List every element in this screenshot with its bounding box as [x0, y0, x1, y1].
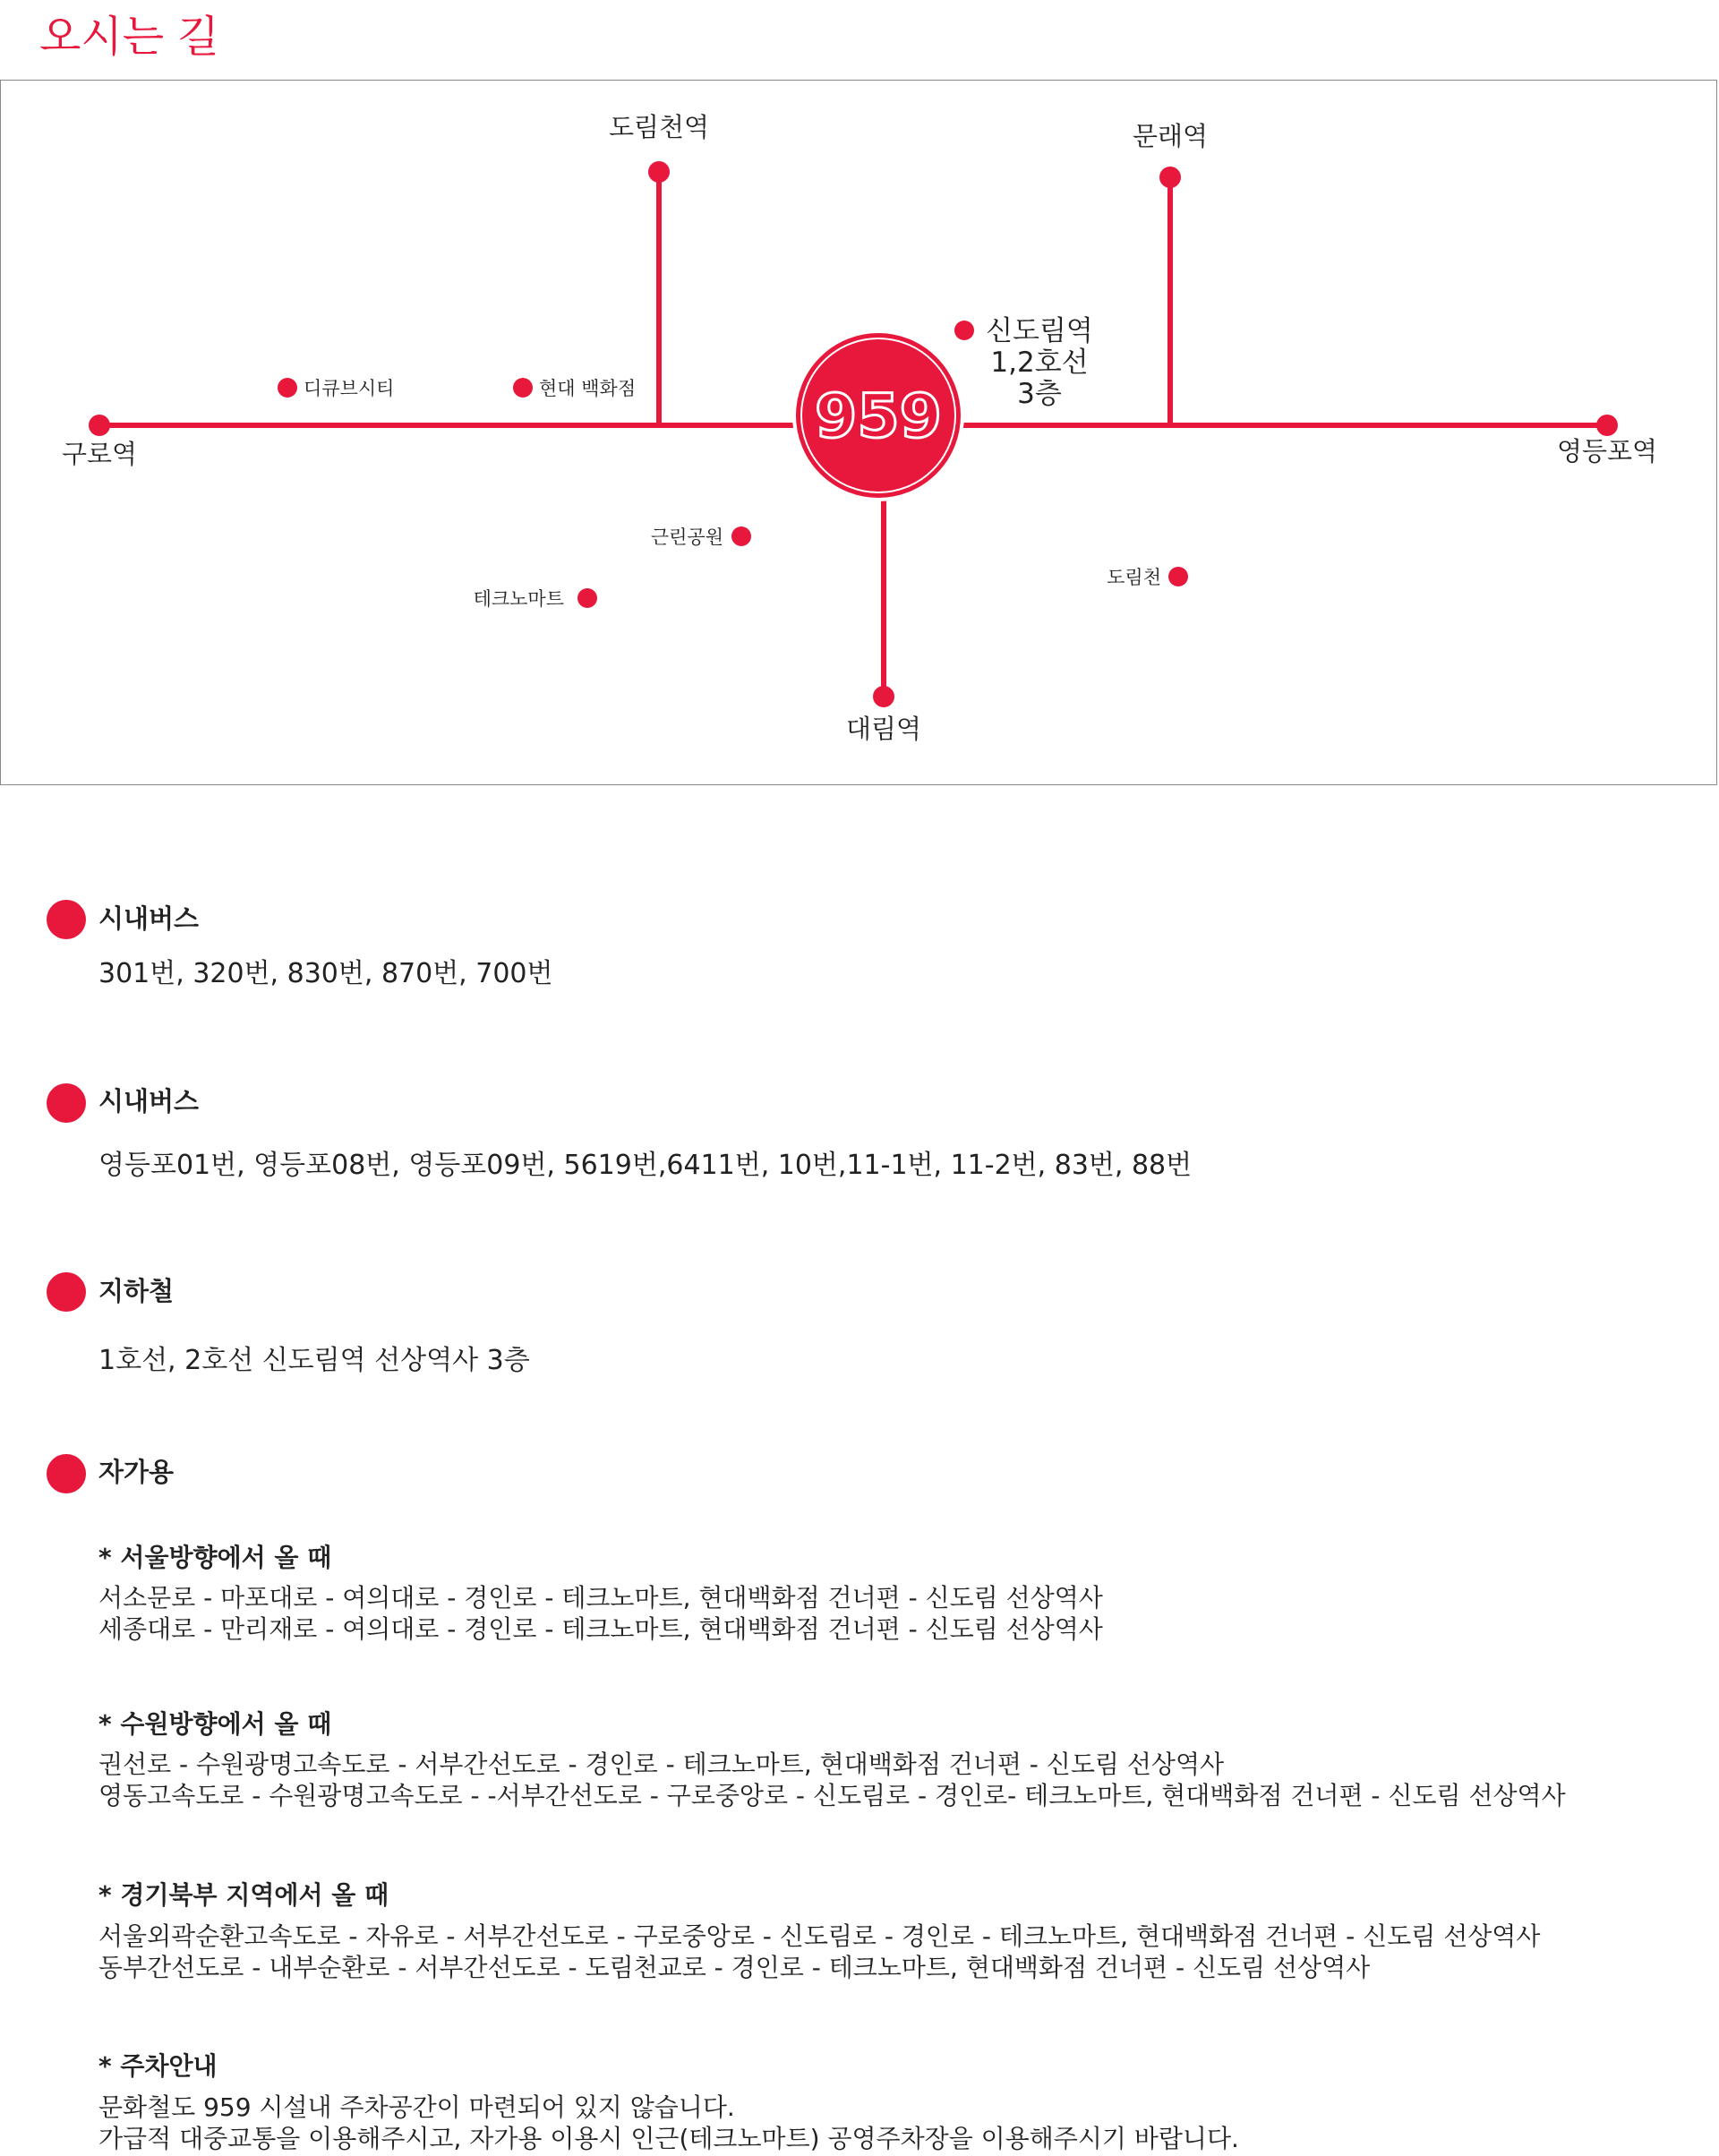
sindorim-station-name: 신도림역	[986, 315, 1093, 347]
subway-title: 지하철	[98, 1276, 175, 1306]
mullae-station-label: 문래역	[1132, 121, 1209, 151]
subway-info: 1호선, 2호선 신도림역 선상역사 3층	[98, 1345, 530, 1376]
guro-station-label: 구로역	[61, 439, 138, 469]
page-title: 오시는 길	[39, 12, 219, 62]
daerim-station-dot	[873, 686, 894, 707]
dorimcheon-station-label: 도림천역	[608, 112, 710, 142]
seoul-route-1: 서소문로 - 마포대로 - 여의대로 - 경인로 - 테크노마트, 현대백화점 건너편 - 신도림 선상역사	[98, 1583, 1103, 1613]
dorimcheon-stream-dot	[1168, 567, 1188, 586]
mullae-station-dot	[1159, 167, 1181, 188]
bus2-title: 시내버스	[98, 1086, 200, 1116]
north-route-2: 동부간선도로 - 내부순환로 - 서부간선도로 - 도림천교로 - 경인로 - 테크노마트, 현대백화점 건너편 - 신도림 선상역사	[98, 1953, 1371, 1982]
center-logo-text: 959	[815, 381, 942, 452]
seoul-route-2: 세종대로 - 만리재로 - 여의대로 - 경인로 - 테크노마트, 현대백화점 건너편 - 신도림 선상역사	[98, 1614, 1103, 1644]
dcube-city-dot	[278, 378, 297, 398]
daerim-station-label: 대림역	[845, 714, 922, 744]
parking-line-1: 문화철도 959 시설내 주차공간이 마련되어 있지 않습니다.	[98, 2092, 735, 2122]
subway-marker	[47, 1272, 86, 1312]
sindorim-floor: 3층	[1017, 378, 1062, 410]
bus2-routes: 영등포01번, 영등포08번, 영등포09번, 5619번,6411번, 10번,11-1번, 11-2번, 83번, 88번	[98, 1150, 1193, 1181]
bus1-title: 시내버스	[98, 903, 200, 934]
yeongdeungpo-station-label: 영등포역	[1556, 436, 1658, 466]
parking-line-2: 가급적 대중교통을 이용해주시고, 자가용 이용시 인근(테크노마트) 공영주차장을 이용해주시기 바랍니다.	[98, 2124, 1239, 2153]
suwon-route-1: 권선로 - 수원광명고속도로 - 서부간선도로 - 경인로 - 테크노마트, 현대백화점 건너편 - 신도림 선상역사	[98, 1750, 1225, 1779]
map-canvas	[1, 81, 1718, 786]
bus1-marker	[47, 900, 86, 939]
bus2-marker	[47, 1083, 86, 1123]
hyundai-dept-label: 현대 백화점	[539, 378, 637, 399]
north-route-1: 서울외곽순환고속도로 - 자유로 - 서부간선도로 - 구로중앙로 - 신도림로 - 경인로 - 테크노마트, 현대백화점 건너편 - 신도림 선상역사	[98, 1921, 1541, 1951]
hyundai-dept-dot	[513, 378, 533, 398]
sindorim-lines: 1,2호선	[990, 346, 1089, 379]
car-title: 자가용	[98, 1457, 175, 1487]
center-logo	[794, 331, 962, 500]
yeongdeungpo-station-dot	[1596, 415, 1618, 436]
parking-title: * 주차안내	[98, 2051, 218, 2081]
techno-mart-dot	[577, 588, 597, 608]
park-dot	[731, 526, 751, 546]
park-label: 근린공원	[650, 526, 723, 548]
guro-station-dot	[89, 415, 110, 436]
dcube-city-label: 디큐브시티	[304, 378, 395, 399]
north-direction-title: * 경기북부 지역에서 올 때	[98, 1880, 389, 1910]
suwon-route-2: 영동고속도로 - 수원광명고속도로 - -서부간선도로 - 구로중앙로 - 신도림로 - 경인로- 테크노마트, 현대백화점 건너편 - 신도림 선상역사	[98, 1781, 1566, 1810]
dorimcheon-stream-label: 도림천	[1107, 567, 1161, 588]
bus1-routes: 301번, 320번, 830번, 870번, 700번	[98, 958, 553, 989]
sindorim-station-dot	[954, 321, 974, 340]
seoul-direction-title: * 서울방향에서 올 때	[98, 1543, 332, 1572]
location-map	[0, 80, 1717, 785]
car-marker	[47, 1454, 86, 1493]
techno-mart-label: 테크노마트	[473, 588, 564, 610]
suwon-direction-title: * 수원방향에서 올 때	[98, 1709, 332, 1739]
dorimcheon-station-dot	[648, 161, 670, 183]
